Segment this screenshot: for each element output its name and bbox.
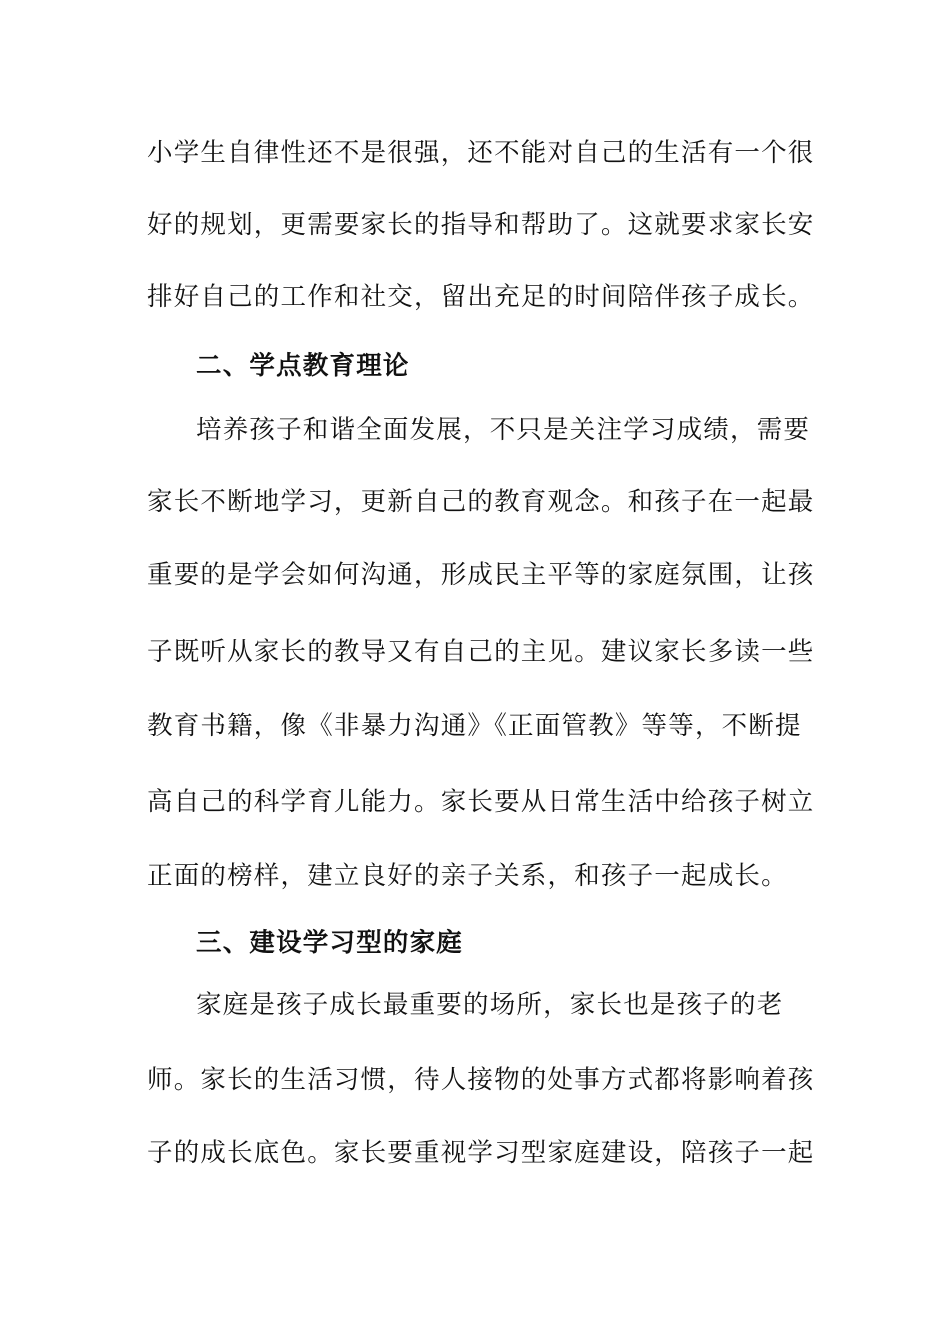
- paragraph-1-line-3: 排好自己的工作和社交，留出充足的时间陪伴孩子成长。: [147, 282, 815, 312]
- section-heading-3: 三、建设学习型的家庭: [196, 928, 464, 958]
- paragraph-3-line-3: 子的成长底色。家长要重视学习型家庭建设，陪孩子一起: [147, 1138, 815, 1168]
- paragraph-2-line-4: 子既听从家长的教导又有自己的主见。建议家长多读一些: [147, 637, 815, 667]
- paragraph-2-line-1: 培养孩子和谐全面发展，不只是关注学习成绩，需要: [196, 415, 811, 445]
- paragraph-1-line-2: 好的规划，更需要家长的指导和帮助了。这就要求家长安: [147, 210, 815, 240]
- section-heading-2: 二、学点教育理论: [196, 351, 410, 381]
- paragraph-2-line-3: 重要的是学会如何沟通，形成民主平等的家庭氛围，让孩: [147, 560, 815, 590]
- paragraph-3-line-1: 家庭是孩子成长最重要的场所，家长也是孩子的老: [196, 990, 784, 1020]
- paragraph-2-line-6: 高自己的科学育儿能力。家长要从日常生活中给孩子树立: [147, 787, 815, 817]
- paragraph-2-line-5: 教育书籍，像《非暴力沟通》《正面管教》等等，不断提: [147, 711, 802, 741]
- paragraph-1-line-1: 小学生自律性还不是很强，还不能对自己的生活有一个很: [147, 138, 815, 168]
- paragraph-2-line-7: 正面的榜样，建立良好的亲子关系，和孩子一起成长。: [147, 861, 788, 891]
- paragraph-3-line-2: 师。家长的生活习惯，待人接物的处事方式都将影响着孩: [147, 1065, 815, 1095]
- paragraph-2-line-2: 家长不断地学习，更新自己的教育观念。和孩子在一起最: [147, 487, 815, 517]
